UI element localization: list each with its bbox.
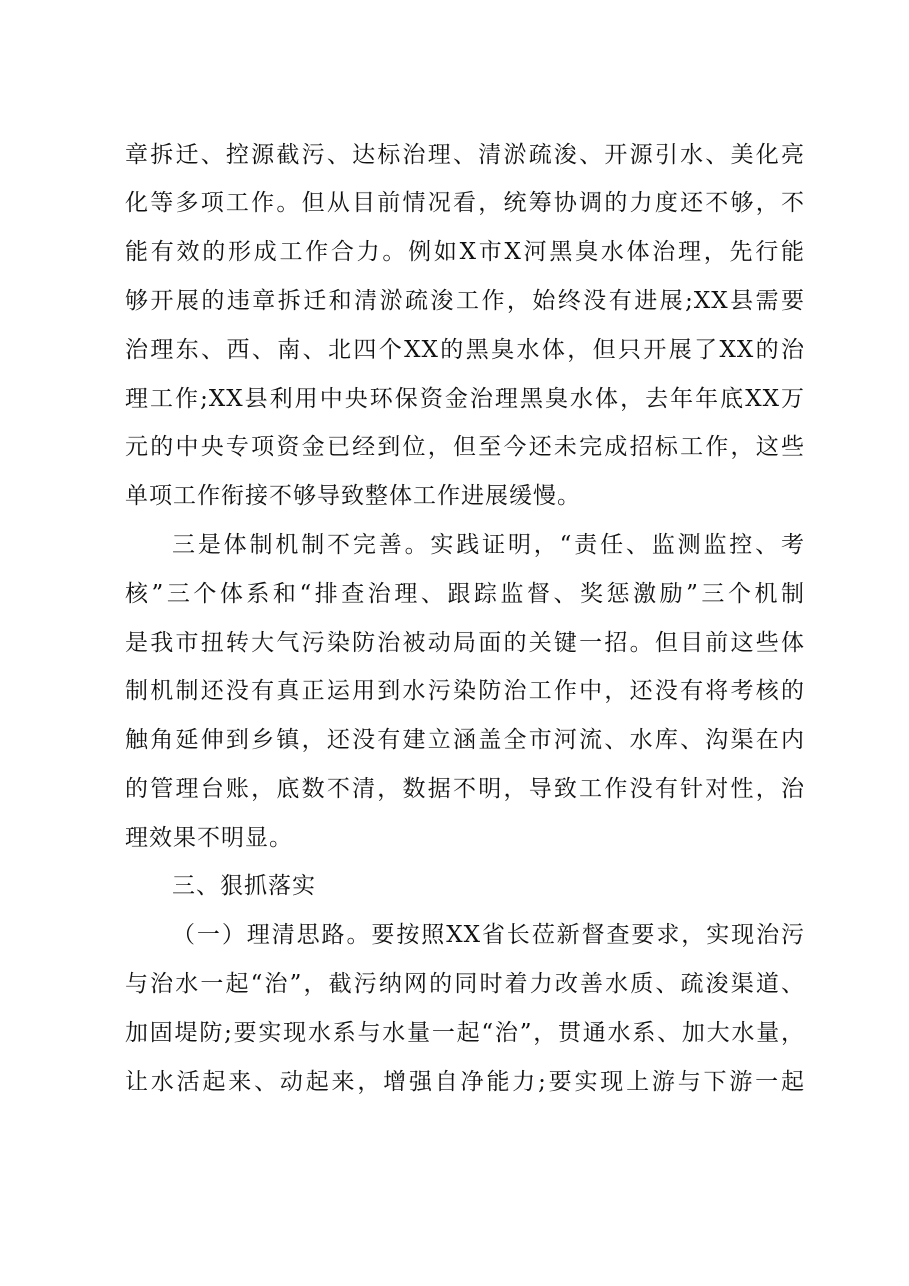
text-line: 治理东、西、南、北四个XX的黑臭水体，但只开展了XX的治	[125, 337, 805, 363]
text-line: 触角延伸到乡镇，还没有建立涵盖全市河流、水库、沟渠在内	[125, 727, 805, 753]
text-line: 理工作;XX县利用中央环保资金治理黑臭水体，去年年底XX万	[125, 386, 805, 412]
text-line: 让水活起来、动起来，增强自净能力;要实现上游与下游一起	[125, 1069, 805, 1095]
text-line: 能有效的形成工作合力。例如X市X河黑臭水体治理，先行能	[125, 239, 805, 265]
text-line: 与治水一起“治”，截污纳网的同时着力改善水质、疏浚渠道、	[125, 971, 805, 997]
text-line: 的管理台账，底数不清，数据不明，导致工作没有针对性，治	[125, 776, 805, 802]
paragraph-first-line: 三是体制机制不完善。实践证明，“责任、监测监控、考	[172, 532, 805, 558]
text-line: 元的中央专项资金已经到位，但至今还未完成招标工作，这些	[125, 434, 805, 460]
paragraph-first-line: （一）理清思路。要按照XX省长莅新督查要求，实现治污	[172, 922, 805, 948]
text-line: 是我市扭转大气污染防治被动局面的关键一招。但目前这些体	[125, 630, 805, 656]
text-line: 单项工作衔接不够导致整体工作进展缓慢。	[125, 483, 581, 509]
text-line: 加固堤防;要实现水系与水量一起“治”，贯通水系、加大水量，	[125, 1020, 805, 1046]
section-heading: 三、狠抓落实	[172, 873, 316, 899]
text-line: 核”三个体系和“排查治理、跟踪监督、奖惩激励”三个机制	[125, 581, 805, 607]
text-line: 理效果不明显。	[125, 825, 293, 851]
text-line: 章拆迁、控源截污、达标治理、清淤疏浚、开源引水、美化亮	[125, 142, 805, 168]
text-line: 制机制还没有真正运用到水污染防治工作中，还没有将考核的	[125, 678, 805, 704]
text-line: 够开展的违章拆迁和清淤疏浚工作，始终没有进展;XX县需要	[125, 288, 805, 314]
text-line: 化等多项工作。但从目前情况看，统筹协调的力度还不够，不	[125, 190, 805, 216]
